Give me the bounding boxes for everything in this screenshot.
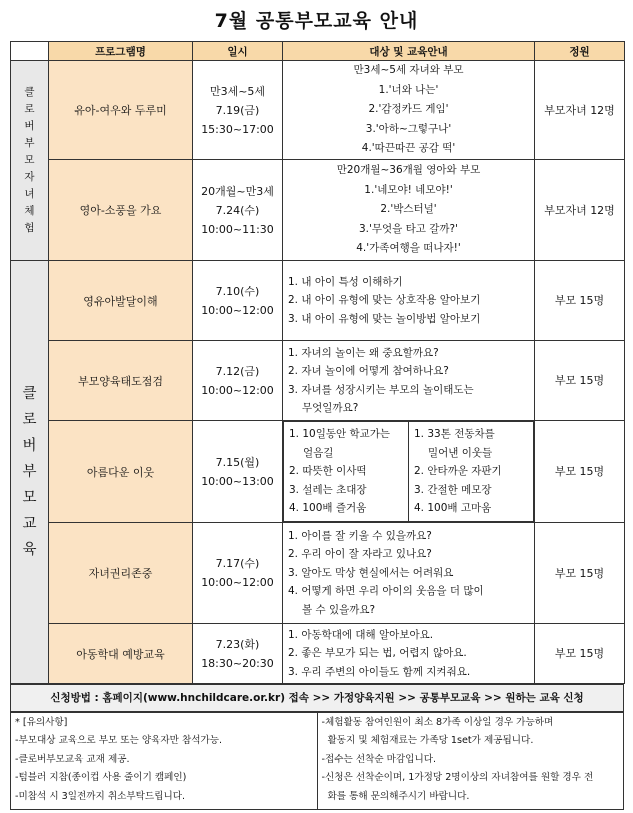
program-info: 만20개월~36개월 영아와 부모 1.'네모야! 네모야!' 2.'박스터널' 3.'무엇을 타고 갈까?' 4.'가족여행을 떠나자!' (283, 160, 535, 261)
program-capacity: 부모자녀 12명 (535, 61, 625, 160)
header-info: 대상 및 교육안내 (283, 42, 535, 61)
program-name: 아름다운 이웃 (49, 421, 193, 523)
program-name: 유아-여우와 두루미 (49, 61, 193, 160)
header-date: 일시 (193, 42, 283, 61)
program-date: 7.15(월) 10:00~13:00 (193, 421, 283, 523)
table-row (11, 624, 625, 684)
table-header-row (11, 42, 625, 61)
program-capacity: 부모 15명 (535, 624, 625, 684)
program-capacity: 부모 15명 (535, 341, 625, 421)
schedule-table (10, 41, 625, 684)
program-capacity: 부모 15명 (535, 421, 625, 523)
category-education: 클로버부모교육 (11, 261, 49, 684)
program-info (283, 421, 535, 523)
category-experience: 클로버부모자녀체험 (11, 61, 49, 261)
table-row (11, 160, 625, 261)
program-date: 7.23(화) 18:30~20:30 (193, 624, 283, 684)
program-capacity: 부모 15명 (535, 261, 625, 341)
program-capacity: 부모 15명 (535, 523, 625, 624)
program-name: 영유아발달이해 (49, 261, 193, 341)
program-info-left: 1. 10일동안 학교가는 얼음길 2. 따뜻한 이사떡 3. 설레는 초대장 4. 100배 즐거움 (284, 422, 409, 522)
page-title: 7월 공통부모교육 안내 (214, 10, 419, 32)
notes-box (10, 712, 624, 810)
program-info: 만3세~5세 자녀와 부모 1.'너와 나는' 2.'감정카드 게임' 3.'아하~그렇구나' 4.'따끈따끈 공감 떡' (283, 61, 535, 160)
program-info: 1. 아동학대에 대해 알아보아요. 2. 좋은 부모가 되는 법, 어렵지 않아요. 3. 우리 주변의 아이들도 함께 지켜줘요. (283, 624, 535, 684)
program-date: 만3세~5세 7.19(금) 15:30~17:00 (193, 61, 283, 160)
program-name: 영아-소풍을 가요 (49, 160, 193, 261)
program-info: 1. 아이를 잘 키울 수 있을까요? 2. 우리 아이 잘 자라고 있나요? 3. 알아도 막상 현실에서는 어려워요 4. 어떻게 하면 우리 아이의 웃음을 더 많이 볼 수 있을까요? (283, 523, 535, 624)
table-row (11, 523, 625, 624)
program-info: 1. 내 아이 특성 이해하기 2. 내 아이 유형에 맞는 상호작용 알아보기 3. 내 아이 유형에 맞는 놀이방법 알아보기 (283, 261, 535, 341)
application-method: 신청방법 : 홈페이지(www.hnchildcare.or.kr) 접속 >> 가정양육지원 >> 공통부모교육 >> 원하는 교육 신청 (10, 684, 624, 712)
program-date: 7.10(수) 10:00~12:00 (193, 261, 283, 341)
program-date: 7.12(금) 10:00~12:00 (193, 341, 283, 421)
program-name: 부모양육태도점검 (49, 341, 193, 421)
table-row (11, 61, 625, 160)
program-name: 아동학대 예방교육 (49, 624, 193, 684)
table-row (11, 341, 625, 421)
program-date: 20개월~만3세 7.24(수) 10:00~11:30 (193, 160, 283, 261)
program-date: 7.17(수) 10:00~12:00 (193, 523, 283, 624)
header-program: 프로그램명 (49, 42, 193, 61)
table-row (11, 261, 625, 341)
header-empty (11, 42, 49, 61)
program-capacity: 부모자녀 12명 (535, 160, 625, 261)
notes-right: -체험활동 참여인원이 최소 8가족 이상일 경우 가능하며 활동지 및 체험재료는 가족당 1set가 제공됩니다. -접수는 선착순 마감입니다. -신청은 선착순이며, 1가정당 2명이상의 자녀참여를 원할 경우 전 화를 통해 문의해주시기 바랍니다. (321, 717, 594, 802)
program-info: 1. 자녀의 놀이는 왜 중요할까요? 2. 자녀 놀이에 어떻게 참여하나요? 3. 자녀를 성장시키는 부모의 놀이태도는 무엇일까요? (283, 341, 535, 421)
table-row (11, 421, 625, 523)
program-name: 자녀권리존중 (49, 523, 193, 624)
header-capacity: 정원 (535, 42, 625, 61)
notes-left: * [유의사항] -부모대상 교육으로 부모 또는 양육자만 참석가능. -클로버부모교육 교재 제공. -텀블러 지참(종이컵 사용 줄이기 캠페인) -미참석 시 3일전까지 취소부탁드립니다. (11, 713, 318, 809)
program-info-right: 1. 33톤 전동차를 밀어낸 이웃들 2. 안타까운 자판기 3. 간절한 메모장 4. 100배 고마움 (409, 422, 534, 522)
